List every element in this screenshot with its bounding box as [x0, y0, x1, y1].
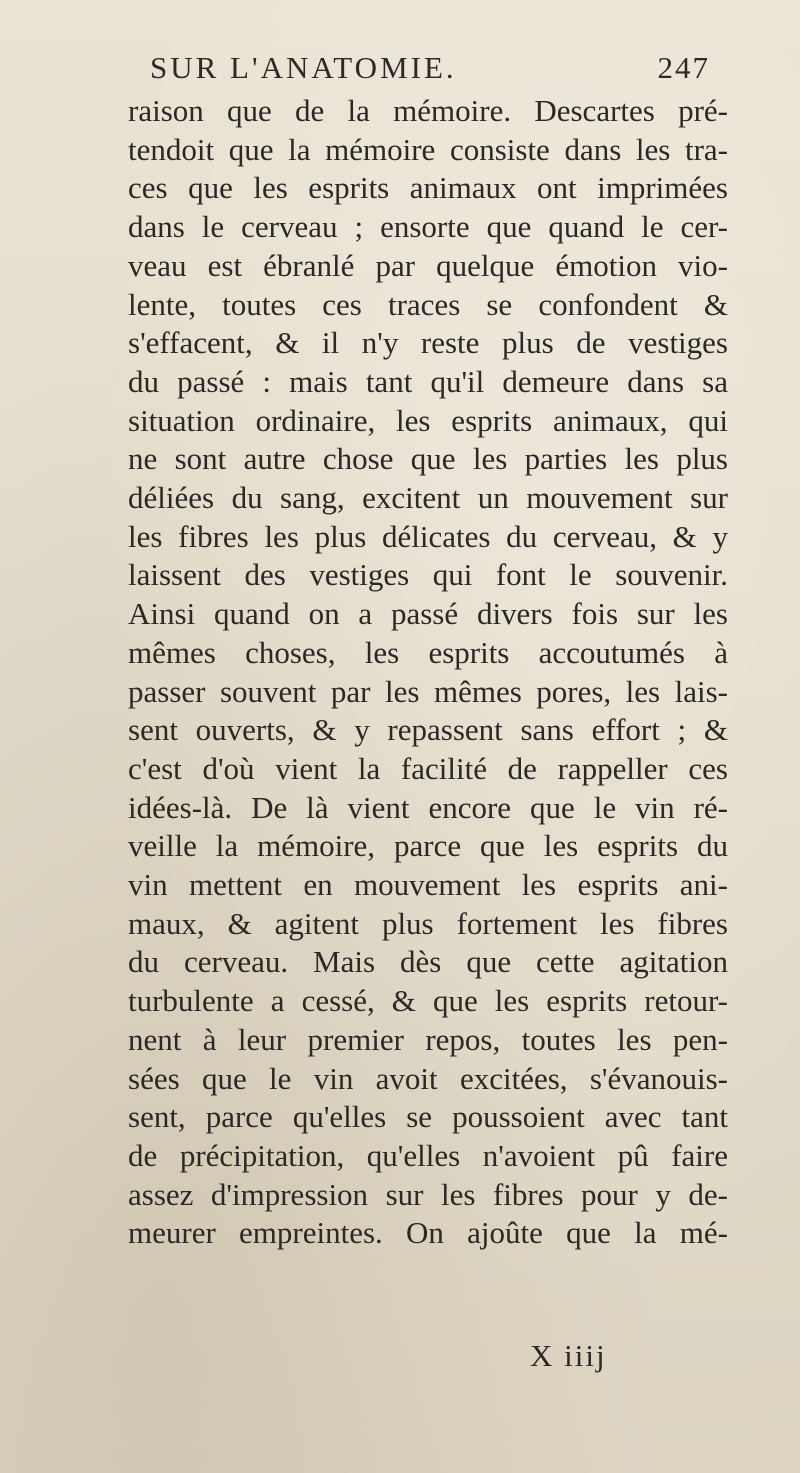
- body-text: [128, 92, 728, 1253]
- text-line: s'effacent, & il n'y reste plus de vestiges: [128, 325, 728, 361]
- signature-mark: X iiij: [530, 1338, 607, 1373]
- text-line: meurer empreintes. On ajoûte que la mé-: [128, 1215, 728, 1251]
- text-line: veille la mémoire, parce que les esprits du: [128, 828, 728, 864]
- text-line: vin mettent en mouvement les esprits ani-: [128, 867, 728, 903]
- text-line: dans le cerveau ; ensorte que quand le cer-: [128, 209, 728, 245]
- page-header: [150, 50, 710, 90]
- text-line: sées que le vin avoit excitées, s'évanouis-: [128, 1060, 728, 1096]
- text-line: tendoit que la mémoire consiste dans les tra-: [128, 131, 728, 167]
- text-line: ne sont autre chose que les parties les plus: [128, 441, 728, 477]
- text-line: mêmes choses, les esprits accoutumés à: [128, 634, 728, 670]
- text-line: laissent des vestiges qui font le souvenir.: [128, 557, 728, 593]
- text-line: passer souvent par les mêmes pores, les lais-: [128, 673, 728, 709]
- text-line: c'est d'où vient la facilité de rappeller ces: [128, 750, 728, 786]
- text-line: Ainsi quand on a passé divers fois sur les: [128, 596, 728, 632]
- text-line: du cerveau. Mais dès que cette agitation: [128, 944, 728, 980]
- text-line: turbulente a cessé, & que les esprits retour-: [128, 983, 728, 1019]
- text-line: les fibres les plus délicates du cerveau, & y: [128, 518, 728, 554]
- text-line: raison que de la mémoire. Descartes pré-: [128, 93, 728, 128]
- page-number: 247: [657, 50, 710, 85]
- text-line: lente, toutes ces traces se confondent &: [128, 286, 728, 322]
- text-line: nent à leur premier repos, toutes les pen-: [128, 1021, 728, 1057]
- text-line: idées-là. De là vient encore que le vin ré-: [128, 789, 728, 825]
- text-line: ces que les esprits animaux ont imprimées: [128, 170, 728, 206]
- text-line: veau est ébranlé par quelque émotion vio-: [128, 247, 728, 283]
- text-line: sent ouverts, & y repassent sans effort ; &: [128, 712, 728, 748]
- text-line: situation ordinaire, les esprits animaux, qui: [128, 402, 728, 438]
- text-line: déliées du sang, excitent un mouvement sur: [128, 480, 728, 516]
- text-line: sent, parce qu'elles se poussoient avec tant: [128, 1099, 728, 1135]
- text-line: assez d'impression sur les fibres pour y de-: [128, 1176, 728, 1212]
- text-line: de précipitation, qu'elles n'avoient pû faire: [128, 1137, 728, 1173]
- text-line: du passé : mais tant qu'il demeure dans sa: [128, 363, 728, 399]
- running-head: SUR L'ANATOMIE.: [150, 50, 457, 85]
- text-line: maux, & agitent plus fortement les fibres: [128, 905, 728, 941]
